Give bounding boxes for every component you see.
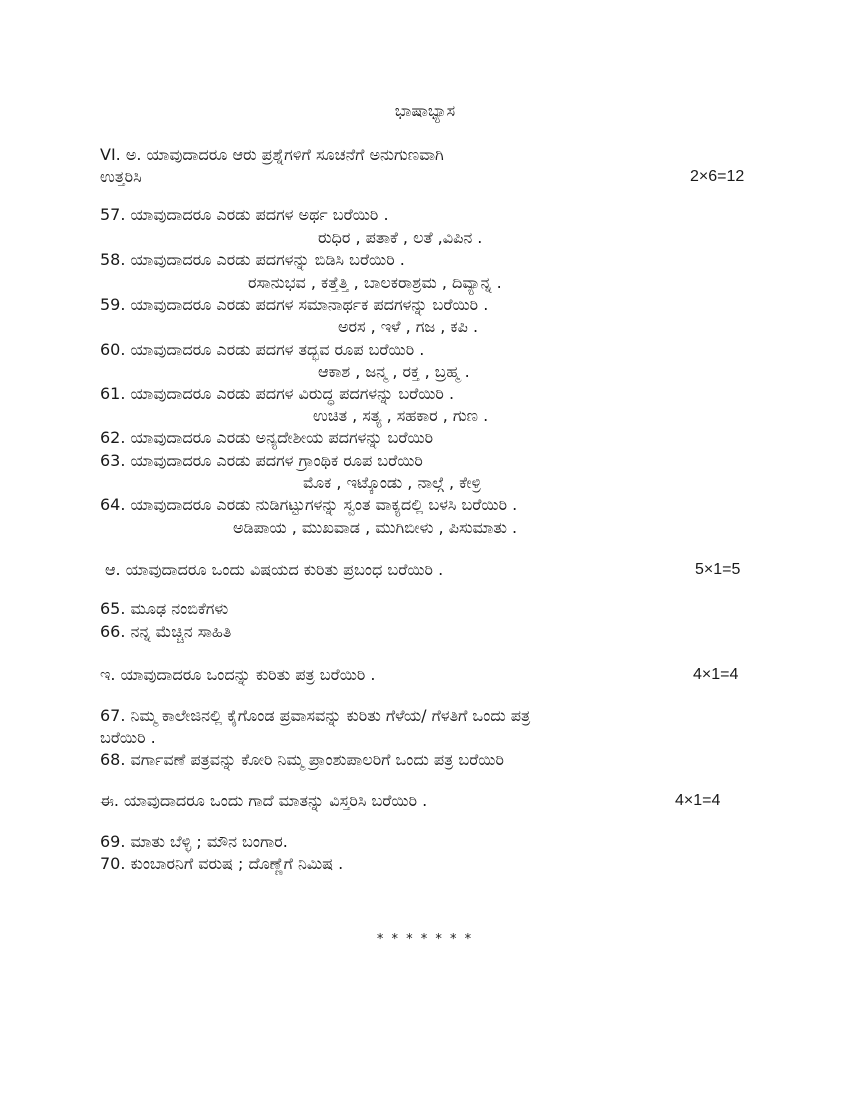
question-66: 66. ನನ್ನ ಮೆಚ್ಚಿನ ಸಾಹಿತಿ xyxy=(100,622,232,641)
question-60: 60. ಯಾವುದಾದರೂ ಎರಡು ಪದಗಳ ತದ್ಭವ ರೂಪ ಬರೆಯಿರಿ . xyxy=(100,340,425,359)
question-69: 69. ಮಾತು ಬೆಳ್ಳಿ ; ಮೌನ ಬಂಗಾರ. xyxy=(100,832,288,851)
question-58: 58. ಯಾವುದಾದರೂ ಎರಡು ಪದಗಳನ್ನು ಬಿಡಿಸಿ ಬರೆಯಿರಿ . xyxy=(100,250,405,269)
question-64: 64. ಯಾವುದಾದರೂ ಎರಡು ನುಡಿಗಟ್ಟುಗಳನ್ನು ಸ್ವಂತ ವಾಕ್ಯದಲ್ಲಿ ಬಳಸಿ ಬರೆಯಿರಿ . xyxy=(100,495,518,514)
section-i-heading: ಇ. ಯಾವುದಾದರೂ ಒಂದನ್ನು ಕುರಿತು ಪತ್ರ ಬರೆಯಿರಿ . xyxy=(100,665,376,684)
question-61-words: ಉಚಿತ , ಸತ್ಯ , ಸಹಕಾರ , ಗುಣ . xyxy=(313,406,489,425)
section-aa-marks: 5×1=5 xyxy=(695,561,741,578)
question-59-words: ಅರಸ , ಇಳೆ , ಗಜ , ಕಪಿ . xyxy=(338,317,479,336)
question-58-words: ರಸಾನುಭವ , ಕತ್ತೆತ್ತಿ , ಬಾಲಕರಾಶ್ರಮ , ದಿವ್ಯಾನ್ನ . xyxy=(248,273,502,292)
question-61: 61. ಯಾವುದಾದರೂ ಎರಡು ಪದಗಳ ವಿರುದ್ಧ ಪದಗಳನ್ನು ಬರೆಯಿರಿ . xyxy=(100,384,455,403)
question-62: 62. ಯಾವುದಾದರೂ ಎರಡು ಅನ್ಯದೇಶೀಯ ಪದಗಳನ್ನು ಬರೆಯಿರಿ xyxy=(100,428,434,447)
question-65: 65. ಮೂಢ ನಂಬಿಕೆಗಳು xyxy=(100,599,229,618)
question-57: 57. ಯಾವುದಾದರೂ ಎರಡು ಪದಗಳ ಅರ್ಥ ಬರೆಯಿರಿ . xyxy=(100,205,389,224)
question-59: 59. ಯಾವುದಾದರೂ ಎರಡು ಪದಗಳ ಸಮಾನಾರ್ಥಕ ಪದಗಳನ್ನು ಬರೆಯಿರಿ . xyxy=(100,295,489,314)
question-64-words: ಅಡಿಪಾಯ , ಮುಖವಾಡ , ಮುಗಿಬೀಳು , ಪಿಸುಮಾತು . xyxy=(233,518,518,537)
question-67-cont: ಬರೆಯಿರಿ . xyxy=(100,728,156,747)
section-a-heading-cont: ಉತ್ತರಿಸಿ xyxy=(100,167,142,186)
question-68: 68. ವರ್ಗಾವಣೆ ಪತ್ರವನ್ನು ಕೋರಿ ನಿಮ್ಮ ಪ್ರಾಂಶುಪಾಲರಿಗೆ ಒಂದು ಪತ್ರ ಬರೆಯಿರಿ xyxy=(100,750,504,769)
question-70: 70. ಕುಂಬಾರನಿಗೆ ವರುಷ ; ದೊಣ್ಣೆಗೆ ನಿಮಿಷ . xyxy=(100,854,344,873)
section-i-marks: 4×1=4 xyxy=(693,666,739,683)
end-marker: * * * * * * * xyxy=(376,932,474,947)
section-a-heading: VI. ಅ. ಯಾವುದಾದರೂ ಆರು ಪ್ರಶ್ನೆಗಳಿಗೆ ಸೂಚನೆಗೆ ಅನುಗುಣವಾಗಿ xyxy=(100,145,444,164)
section-ii-marks: 4×1=4 xyxy=(675,792,721,809)
section-ii-heading: ಈ. ಯಾವುದಾದರೂ ಒಂದು ಗಾದೆ ಮಾತನ್ನು ವಿಸ್ತರಿಸಿ ಬರೆಯಿರಿ . xyxy=(100,791,428,810)
question-63: 63. ಯಾವುದಾದರೂ ಎರಡು ಪದಗಳ ಗ್ರಾಂಥಿಕ ರೂಪ ಬರೆಯಿರಿ xyxy=(100,451,423,470)
question-60-words: ಆಕಾಶ , ಜನ್ಮ , ರಕ್ತ , ಬ್ರಹ್ಮ . xyxy=(318,362,470,381)
question-63-words: ಮೊಕ , ಇಟ್ಕೊಂಡು , ನಾಲ್ಗೆ , ಕೇಳ್ರಿ xyxy=(303,473,482,492)
page-title: ಭಾಷಾಭ್ಯಾಸ xyxy=(394,101,456,120)
question-57-words: ರುಧಿರ , ಪತಾಕೆ , ಲತೆ ,ವಿಪಿನ . xyxy=(318,228,483,247)
question-67: 67. ನಿಮ್ಮ ಕಾಲೇಜಿನಲ್ಲಿ ಕೈಗೊಂಡ ಪ್ರವಾಸವನ್ನು ಕುರಿತು ಗೆಳೆಯ/ ಗೆಳತಿಗೆ ಒಂದು ಪತ್ರ xyxy=(100,706,531,725)
section-a-marks: 2×6=12 xyxy=(690,168,745,185)
section-aa-heading: ಆ. ಯಾವುದಾದರೂ ಒಂದು ವಿಷಯದ ಕುರಿತು ಪ್ರಬಂಧ ಬರೆಯಿರಿ . xyxy=(105,560,444,579)
